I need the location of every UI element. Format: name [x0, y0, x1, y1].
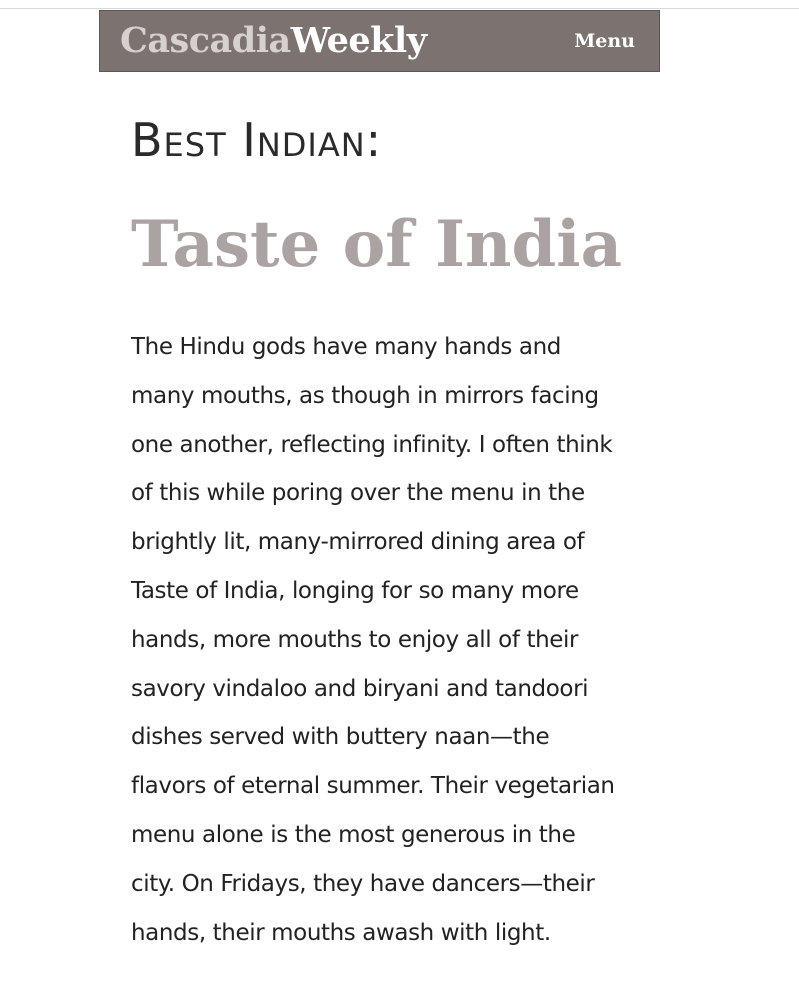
- body-line: brightly lit, many-mirrored dining area of: [131, 529, 585, 556]
- body-line: many mouths, as though in mirrors facing: [131, 382, 599, 409]
- body-line: Taste of India, longing for so many more: [131, 577, 579, 604]
- body-line: menu alone is the most generous in the: [131, 821, 576, 848]
- body-line: dishes served with buttery naan—the: [131, 724, 550, 751]
- body-line: hands, their mouths awash with light.: [131, 919, 551, 946]
- site-header: [99, 10, 660, 72]
- site-logo[interactable]: [120, 20, 427, 62]
- menu-button[interactable]: Menu: [574, 30, 635, 52]
- body-line: of this while poring over the menu in the: [131, 480, 585, 507]
- logo-text-cascadia: Cascadia: [120, 20, 291, 61]
- body-line: one another, reflecting infinity. I often think: [131, 431, 613, 458]
- body-line: savory vindaloo and biryani and tandoori: [131, 675, 589, 702]
- body-line: flavors of eternal summer. Their vegetarian: [131, 773, 615, 800]
- body-line: city. On Fridays, they have dancers—their: [131, 870, 595, 897]
- top-divider: [0, 8, 799, 9]
- body-line: The Hindu gods have many hands and: [131, 334, 561, 360]
- body-line: hands, more mouths to enjoy all of their: [131, 626, 579, 653]
- article-kicker: Best Indian:: [131, 113, 383, 167]
- article-body: [131, 323, 641, 957]
- logo-text-weekly: Weekly: [290, 20, 427, 61]
- article-headline: Taste of India: [131, 207, 623, 282]
